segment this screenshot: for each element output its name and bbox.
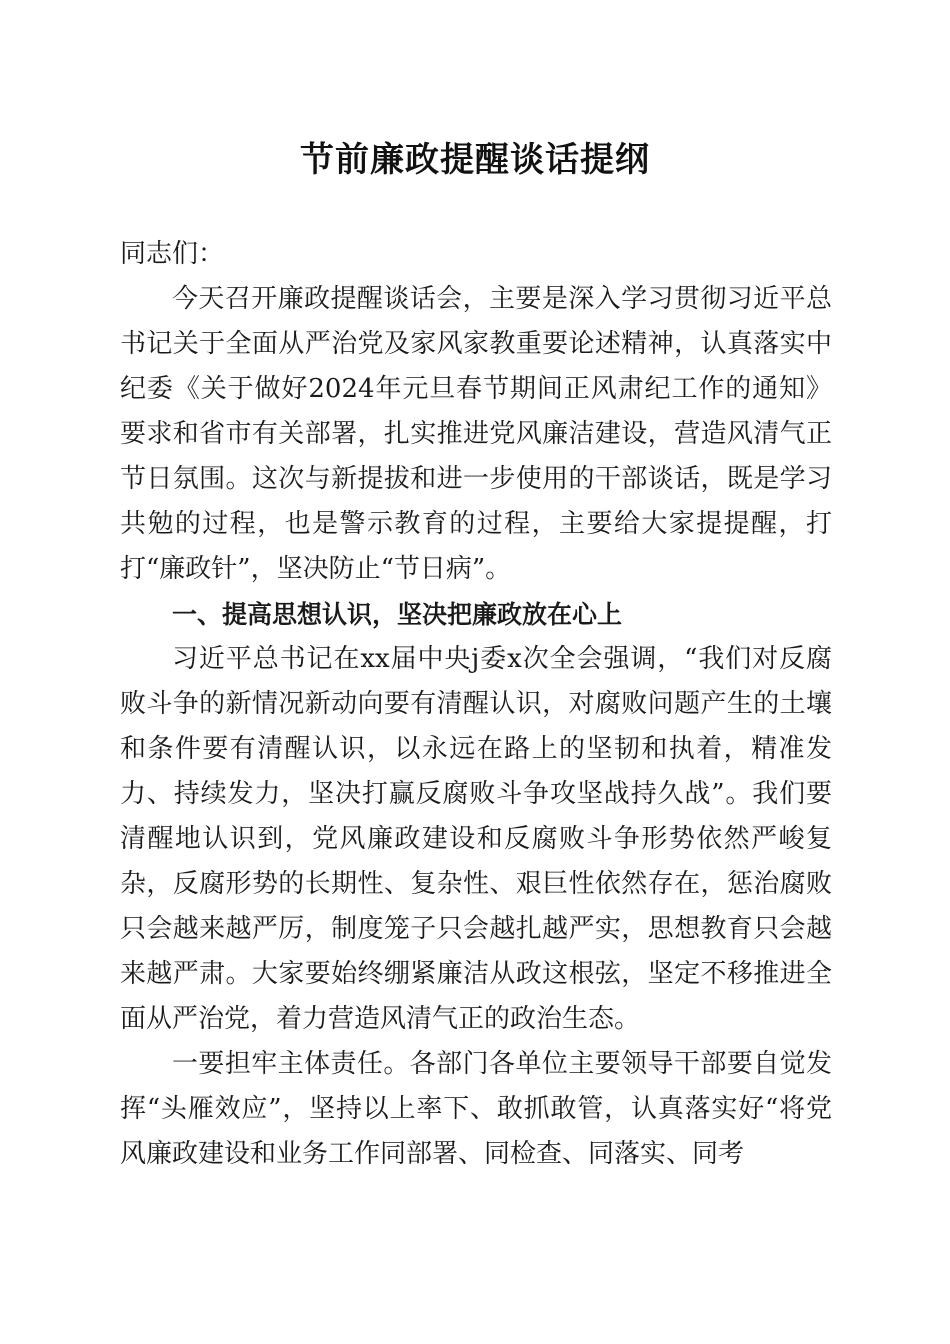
document-body <box>120 232 832 1177</box>
section-heading: 一、提高思想认识，坚决把廉政放在心上 <box>172 600 623 629</box>
section-paragraph: 习近平总书记在xx届中央j委x次全会强调，“我们对反腐败斗争的新情况新动向要有清醒认识，对腐败问题产生的土壤和条件要有清醒认识，以永远在路上的坚韧和执着，精准发力、持续发力，坚决打赢反腐败斗争攻坚战持久战”。我们要清醒地认识到，党风廉政建设和反腐败斗争形势依然严峻复杂，反腐形势的长期性、复杂性、艰巨性依然存在，惩治腐败只会越来越严厉，制度笼子只会越扎越严实，思想教育只会越来越严肃。大家要始终绷紧廉洁从政这根弦，坚定不移推进全面从严治党，着力营造风清气正的政治生态。 <box>120 644 832 1034</box>
section-paragraph: 一要担牢主体责任。各部门各单位主要领导干部要自觉发挥“头雁效应”，坚持以上率下、敢抓敢管，认真落实好“将党风廉政建设和业务工作同部署、同检查、同落实、同考 <box>120 1049 832 1169</box>
intro-paragraph: 今天召开廉政提醒谈话会，主要是深入学习贯彻习近平总书记关于全面从严治党及家风家教重要论述精神，认真落实中纪委《关于做好2024年元旦春节期间正风肃纪工作的通知》要求和省市有关部署，扎实推进党风廉洁建设，营造风清气正节日氛围。这次与新提拔和进一步使用的干部谈话，既是学习共勉的过程，也是警示教育的过程，主要给大家提提醒，打打“廉政针”，坚决防止“节日病”。 <box>120 284 832 584</box>
greeting: 同志们： <box>120 239 225 269</box>
document-title: 节前廉政提醒谈话提纲 <box>300 140 650 180</box>
